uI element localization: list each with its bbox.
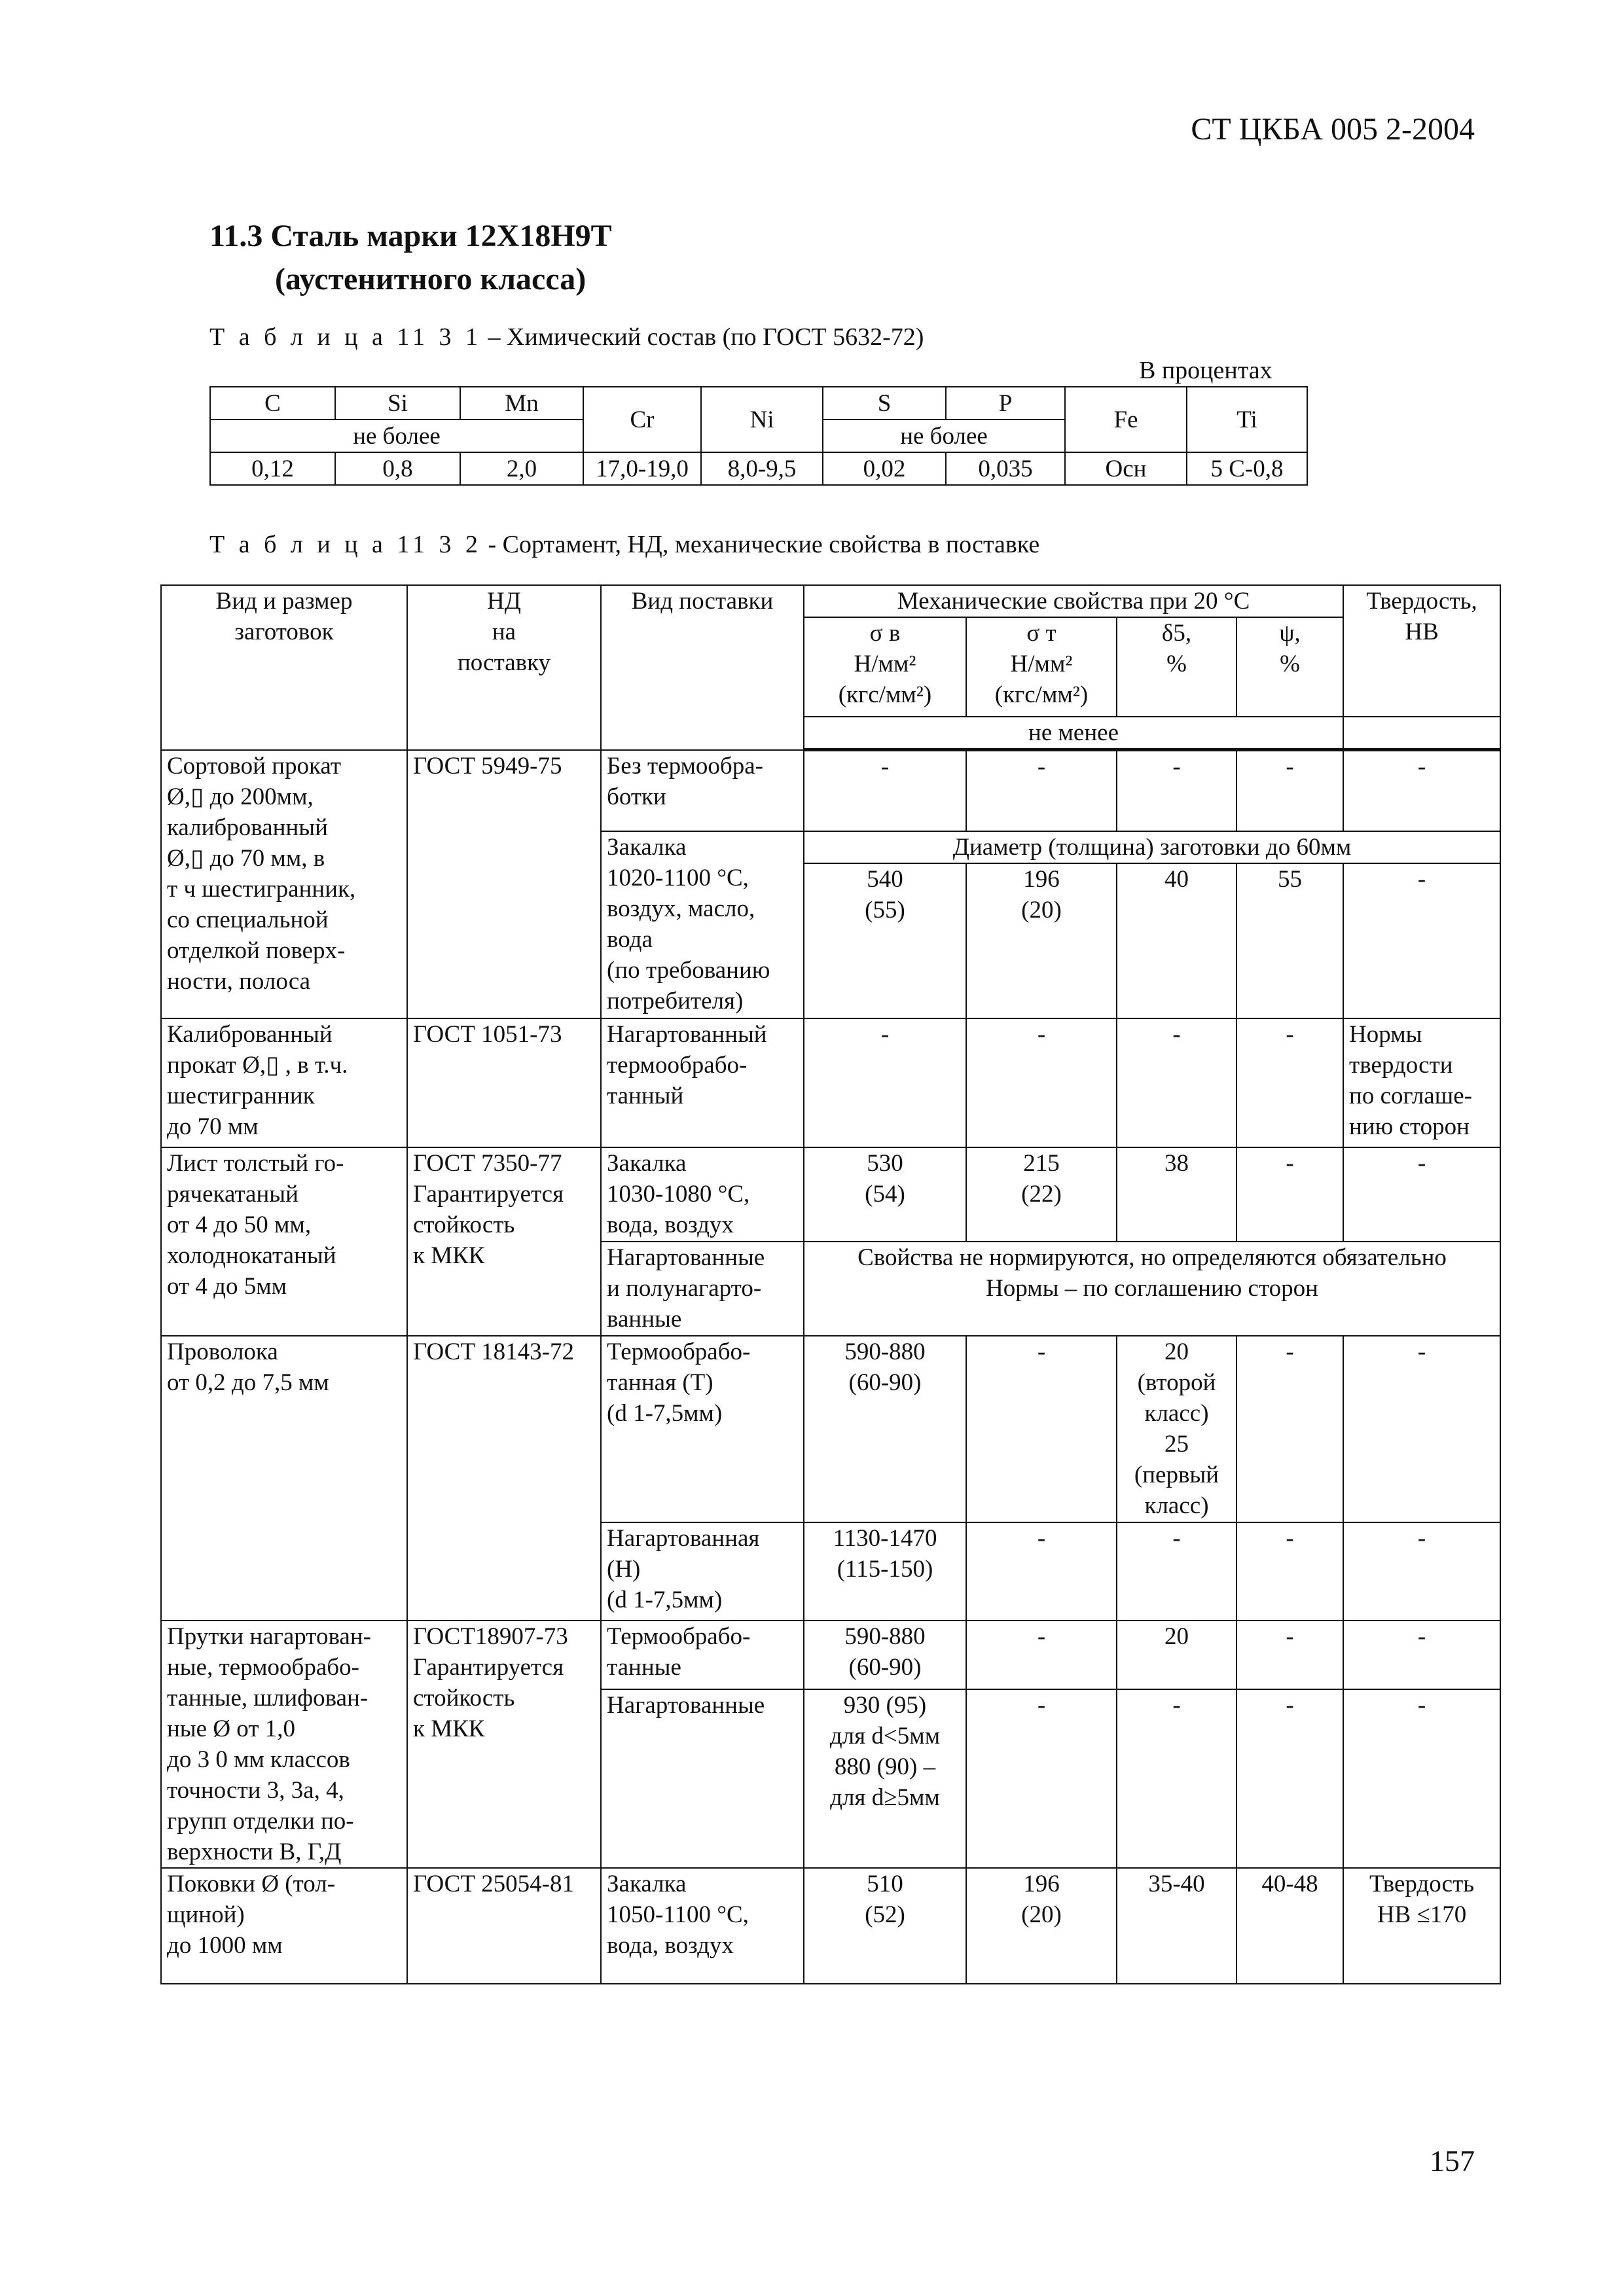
row4b-sigma-t: - (966, 1522, 1117, 1621)
row4b-sigma-b: 1130-1470 (115-150) (804, 1522, 966, 1621)
row4a-sigma-b: 590-880 (60-90) (804, 1336, 966, 1522)
table1-value-cell: 17,0-19,0 (583, 452, 701, 485)
row1-nd: ГОСТ 5949-75 (407, 750, 601, 1018)
table1-unit-note: В процентах (1139, 357, 1272, 384)
table-row (161, 750, 1500, 831)
header-sigma-t: σ т Н/мм² (кгс/мм²) (966, 617, 1117, 717)
row3b-delivery: Нагартованные и полунагарто- ванные (601, 1242, 804, 1336)
row3-nd: ГОСТ 7350-77 Гарантируется стойкость к МКК (407, 1147, 601, 1336)
table1-header-row (210, 387, 1307, 420)
row4a-delta5: 20 (второй класс) 25 (первый класс) (1117, 1336, 1236, 1522)
row1b-sigma-t: 196 (20) (966, 863, 1117, 1018)
row6-hardness: Твердость НВ ≤170 (1343, 1868, 1500, 1984)
row2-delta5: - (1117, 1018, 1236, 1147)
row2-nd: ГОСТ 1051-73 (407, 1018, 601, 1147)
table1-caption (209, 323, 924, 351)
row4b-psi: - (1236, 1522, 1343, 1621)
table1-value-cell: 0,035 (946, 452, 1065, 485)
row3a-sigma-t: 215 (22) (966, 1147, 1117, 1242)
row3a-sigma-b: 530 (54) (804, 1147, 966, 1242)
table1-not-more-right: не более (823, 420, 1065, 452)
header-hardness: Твердость, НВ (1343, 585, 1500, 717)
table1-value-cell: 2,0 (460, 452, 583, 485)
row6-sigma-t: 196 (20) (966, 1868, 1117, 1984)
row4b-delta5: - (1117, 1522, 1236, 1621)
table1-value-cell: Осн (1065, 452, 1187, 485)
table1-header-cell: S (823, 387, 946, 420)
row4-nd: ГОСТ 18143-72 (407, 1336, 601, 1621)
table-row (161, 1868, 1500, 1984)
row3a-hardness: - (1343, 1147, 1500, 1242)
row4a-hardness: - (1343, 1336, 1500, 1522)
table-row (161, 1336, 1500, 1522)
row1a-psi: - (1236, 750, 1343, 831)
section-title (209, 215, 612, 301)
row1-kind: Сортовой прокат Ø,▯ до 200мм, калиброванный Ø,▯ до 70 мм, в т ч шестигранник, со специальной отделкой поверх- ности, полоса (161, 750, 407, 1018)
row3a-delivery: Закалка 1030-1080 °С, вода, воздух (601, 1147, 804, 1242)
table-row (161, 1018, 1500, 1147)
header-hardness-blank (1343, 717, 1500, 750)
chemical-composition-table (209, 386, 1308, 486)
header-mech-properties: Механические свойства при 20 °С (804, 585, 1343, 617)
row6-sigma-b: 510 (52) (804, 1868, 966, 1984)
row6-psi: 40-48 (1236, 1868, 1343, 1984)
document-id: СТ ЦКБА 005 2-2004 (1191, 112, 1475, 147)
row1a-delivery: Без термообра- ботки (601, 750, 804, 831)
header-kind-size: Вид и размер заготовок (161, 585, 407, 750)
row1a-sigma-b: - (804, 750, 966, 831)
header-psi: ψ, % (1236, 617, 1343, 717)
row4b-hardness: - (1343, 1522, 1500, 1621)
table2-caption (209, 530, 1039, 559)
table1-header-cell: Fe (1065, 387, 1187, 452)
row5-kind: Прутки нагартован- ные, термообрабо- танные, шлифован- ные Ø от 1,0 до 3 0 мм классов точности 3, 3а, 4, групп отделки по- верхности В, Г,Д (161, 1621, 407, 1868)
table1-header-cell: P (946, 387, 1065, 420)
row1a-hardness: - (1343, 750, 1500, 831)
header-delivery: Вид поставки (601, 585, 804, 750)
row5b-delta5: - (1117, 1689, 1236, 1868)
row1b-sigma-b: 540 (55) (804, 863, 966, 1018)
table1-header-cell: Si (335, 387, 460, 420)
table1-value-cell: 0,02 (823, 452, 946, 485)
page-number: 157 (1430, 2144, 1475, 2178)
header-not-less: не менее (804, 717, 1343, 750)
assortment-properties-table (160, 584, 1501, 1984)
row4b-delivery: Нагартованная (Н) (d 1-7,5мм) (601, 1522, 804, 1621)
row1b-psi: 55 (1236, 863, 1343, 1018)
table1-header-cell: C (210, 387, 335, 420)
row4a-psi: - (1236, 1336, 1343, 1522)
row2-kind: Калиброванный прокат Ø,▯ , в т.ч. шестигранник до 70 мм (161, 1018, 407, 1147)
row5b-hardness: - (1343, 1689, 1500, 1868)
table1-header-cell: Mn (460, 387, 583, 420)
row6-kind: Поковки Ø (тол- щиной) до 1000 мм (161, 1868, 407, 1984)
row1b-diameter-note: Диаметр (толщина) заготовки до 60мм (804, 831, 1500, 863)
row1a-sigma-t: - (966, 750, 1117, 831)
row1b-delta5: 40 (1117, 863, 1236, 1018)
row6-delivery: Закалка 1050-1100 °С, вода, воздух (601, 1868, 804, 1984)
row1a-delta5: - (1117, 750, 1236, 831)
header-delta5: δ5, % (1117, 617, 1236, 717)
table2-header-row (161, 585, 1500, 617)
table-row (161, 1621, 1500, 1689)
header-sigma-b: σ в Н/мм² (кгс/мм²) (804, 617, 966, 717)
table1-value-cell: 5 С-0,8 (1187, 452, 1307, 485)
row5a-delivery: Термообрабо- танные (601, 1621, 804, 1689)
table2-caption-text: - Сортамент, НД, механические свойства в поставке (482, 531, 1040, 558)
row5b-sigma-t: - (966, 1689, 1117, 1868)
row5b-delivery: Нагартованные (601, 1689, 804, 1868)
row6-nd: ГОСТ 25054-81 (407, 1868, 601, 1984)
row5a-psi: - (1236, 1621, 1343, 1689)
row5b-sigma-b: 930 (95) для d<5мм 880 (90) – для d≥5мм (804, 1689, 966, 1868)
row4a-delivery: Термообрабо- танная (Т) (d 1-7,5мм) (601, 1336, 804, 1522)
row2-delivery: Нагартованный термообрабо- танный (601, 1018, 804, 1147)
row5-nd: ГОСТ18907-73 Гарантируется стойкость к МКК (407, 1621, 601, 1868)
table1-not-more-left: не более (210, 420, 583, 452)
row3a-delta5: 38 (1117, 1147, 1236, 1242)
row1b-hardness: - (1343, 863, 1500, 1018)
header-nd: НД на поставку (407, 585, 601, 750)
section-title-line2: (аустенитного класса) (275, 262, 586, 296)
section-title-line1: 11.3 Сталь марки 12Х18Н9Т (209, 219, 612, 253)
table-row (161, 1147, 1500, 1242)
table1-value-cell: 0,8 (335, 452, 460, 485)
row5b-psi: - (1236, 1689, 1343, 1868)
row3-kind: Лист толстый го- рячекатаный от 4 до 50 мм, холоднокатаный от 4 до 5мм (161, 1147, 407, 1336)
row4-kind: Проволока от 0,2 до 7,5 мм (161, 1336, 407, 1621)
row3a-psi: - (1236, 1147, 1343, 1242)
row5a-delta5: 20 (1117, 1621, 1236, 1689)
row2-psi: - (1236, 1018, 1343, 1147)
table1-value-cell: 8,0-9,5 (701, 452, 823, 485)
row3b-properties-note: Свойства не нормируются, но определяются обязательно Нормы – по соглашению сторон (804, 1242, 1500, 1336)
table1-values-row (210, 452, 1307, 485)
table1-header-cell: Ni (701, 387, 823, 452)
table1-header-cell: Ti (1187, 387, 1307, 452)
row5a-sigma-t: - (966, 1621, 1117, 1689)
row6-delta5: 35-40 (1117, 1868, 1236, 1984)
row1b-delivery: Закалка 1020-1100 °С, воздух, масло, вода (по требованию потребителя) (601, 831, 804, 1018)
row2-hardness: Нормы твердости по соглаше- нию сторон (1343, 1018, 1500, 1147)
table2-caption-prefix: Т а б л и ц а 11 3 2 (209, 531, 482, 558)
table1-caption-text: – Химический состав (по ГОСТ 5632-72) (482, 323, 924, 351)
table1-value-cell: 0,12 (210, 452, 335, 485)
table1-caption-prefix: Т а б л и ц а 11 3 1 (209, 323, 482, 351)
table1-header-cell: Cr (583, 387, 701, 452)
row2-sigma-t: - (966, 1018, 1117, 1147)
row5a-hardness: - (1343, 1621, 1500, 1689)
row5a-sigma-b: 590-880 (60-90) (804, 1621, 966, 1689)
row2-sigma-b: - (804, 1018, 966, 1147)
row4a-sigma-t: - (966, 1336, 1117, 1522)
